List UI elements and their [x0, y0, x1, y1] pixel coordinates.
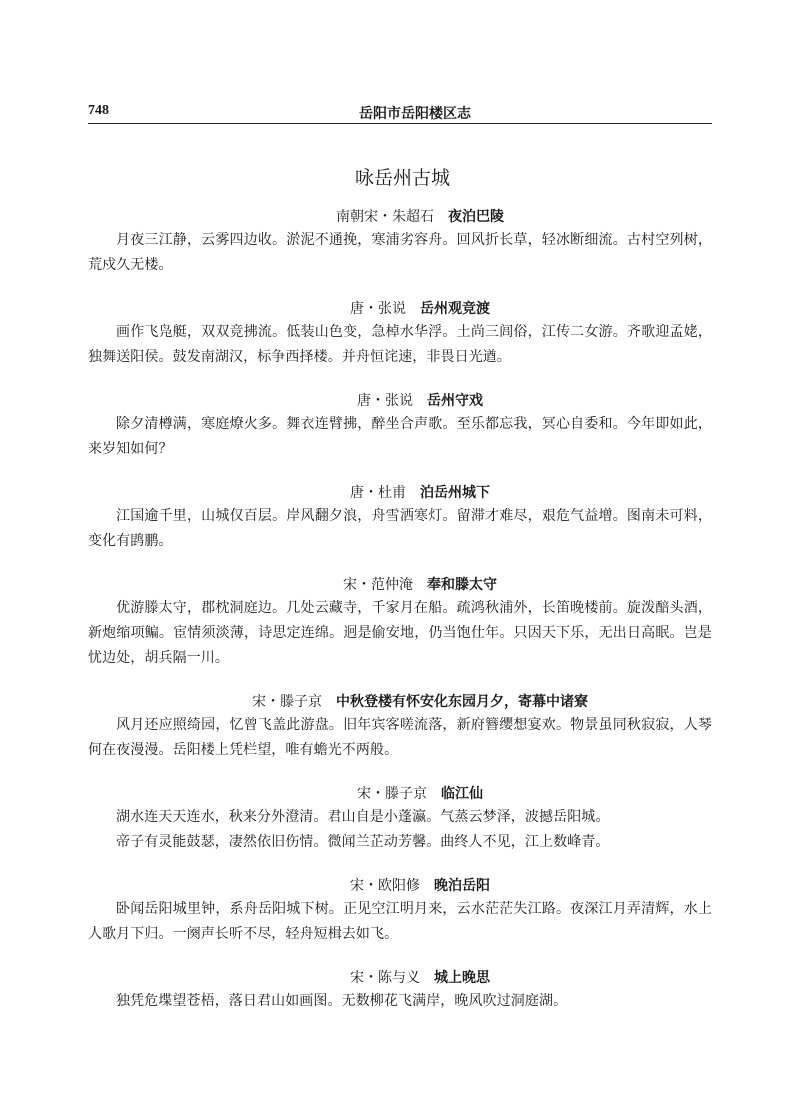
- poem-heading: [88, 875, 712, 897]
- poem-author: 唐・张说: [357, 393, 413, 409]
- poem-entry: [88, 691, 712, 763]
- poem-heading: [88, 206, 712, 228]
- poem-author: 唐・张说: [350, 301, 406, 317]
- poem-heading: [88, 691, 712, 713]
- poem-title: 泊岳州城下: [420, 485, 490, 501]
- poem-title: 临江仙: [441, 786, 483, 802]
- poem-author: 唐・杜甫: [350, 485, 406, 501]
- poem-entry: [88, 574, 712, 671]
- poem-author: 宋・范仲淹: [343, 577, 413, 593]
- poem-title: 岳州守戏: [427, 393, 483, 409]
- poem-heading: [88, 482, 712, 504]
- poem-heading: [88, 298, 712, 320]
- poem-text: 画作飞凫艇，双双竞拂流。低装山色变，急棹水华浮。土尚三闾俗，江传二女游。齐歌迎孟姥，独舞送阳侯。鼓发南湖汉，标争西择楼。并舟恒诧速，非畏日光遒。: [88, 324, 712, 365]
- poem-text: 帝子有灵能鼓瑟，凄然依旧伤情。微闻兰芷动芳馨。曲终人不见，江上数峰青。: [116, 834, 610, 850]
- poem-title: 岳州观竞渡: [420, 301, 490, 317]
- poem-entry: [88, 875, 712, 947]
- poem-title: 城上晚思: [434, 970, 490, 986]
- running-title: 岳阳市岳阳楼区志: [359, 106, 471, 122]
- poem-heading: [88, 783, 712, 805]
- poem-text: 风月还应照绮园，忆曾飞盖此游盘。旧年宾客嗟流落，新府簪缨想宴欢。物景虽同秋寂寂，人琴何在夜漫漫。岳阳楼上凭栏望，唯有蟾光不两般。: [88, 717, 712, 758]
- poem-heading: [88, 967, 712, 989]
- poem-entry: [88, 967, 712, 1014]
- poem-text: 月夜三江静，云雾四边收。淤泥不通挽，寒浦劣容舟。回风折长草，轻冰断细流。古村空列树，荒戍久无楼。: [88, 232, 712, 273]
- poem-entry: [88, 482, 712, 554]
- page-number: 748: [88, 103, 109, 118]
- poem-text: 湖水连天天连水，秋来分外澄清。君山自是小蓬瀛。气蒸云梦泽，波撼岳阳城。: [116, 809, 610, 825]
- poem-entry: [88, 206, 712, 278]
- poem-entry: [88, 390, 712, 462]
- section-title: 咏岳州古城: [354, 167, 450, 189]
- poem-text: 独凭危堞望苍梧，落日君山如画图。无数柳花飞满岸，晚风吹过洞庭湖。: [116, 993, 568, 1009]
- poem-author: 南朝宋・朱超石: [336, 209, 434, 225]
- poem-heading: [88, 390, 712, 412]
- poem-list: [88, 206, 712, 1034]
- poem-author: 宋・滕子京: [357, 786, 427, 802]
- poem-author: 宋・欧阳修: [350, 878, 420, 894]
- poem-title: 中秋登楼有怀安化东园月夕，寄幕中诸寮: [336, 694, 588, 710]
- poem-author: 宋・滕子京: [252, 694, 322, 710]
- poem-heading: [88, 574, 712, 596]
- poem-text: 卧闻岳阳城里钟，系舟岳阳城下树。正见空江明月来，云水茫茫失江路。夜深江月弄清辉，水上人歌月下归。一阕声长听不尽，轻舟短楫去如飞。: [88, 901, 712, 942]
- poem-text: 除夕清樽满，寒庭燎火多。舞衣连臂拂，醉坐合声歌。至乐都忘我，冥心自委和。今年即如此，来岁知如何？: [88, 416, 712, 457]
- poem-title: 夜泊巴陵: [448, 209, 504, 225]
- poem-entry: [88, 783, 712, 855]
- poem-text: 优游滕太守，郡枕洞庭边。几处云藏寺，千家月在船。疏鸿秋浦外，长笛晚楼前。旋泼醅头酒，新炮缩项鳊。宦情须淡薄，诗思定连绵。迥是偷安地，仍当饱仕年。只因天下乐，无出日高眠。岂是忧边处，胡兵隔一川。: [88, 600, 712, 666]
- poem-title: 晚泊岳阳: [434, 878, 490, 894]
- poem-entry: [88, 298, 712, 370]
- page-header: [88, 101, 712, 124]
- poem-title: 奉和滕太守: [427, 577, 497, 593]
- poem-text: 江国逾千里，山城仅百层。岸风翻夕浪，舟雪洒寒灯。留滞才难尽，艰危气益增。图南未可料，变化有鹍鹏。: [88, 508, 712, 549]
- poem-author: 宋・陈与义: [350, 970, 420, 986]
